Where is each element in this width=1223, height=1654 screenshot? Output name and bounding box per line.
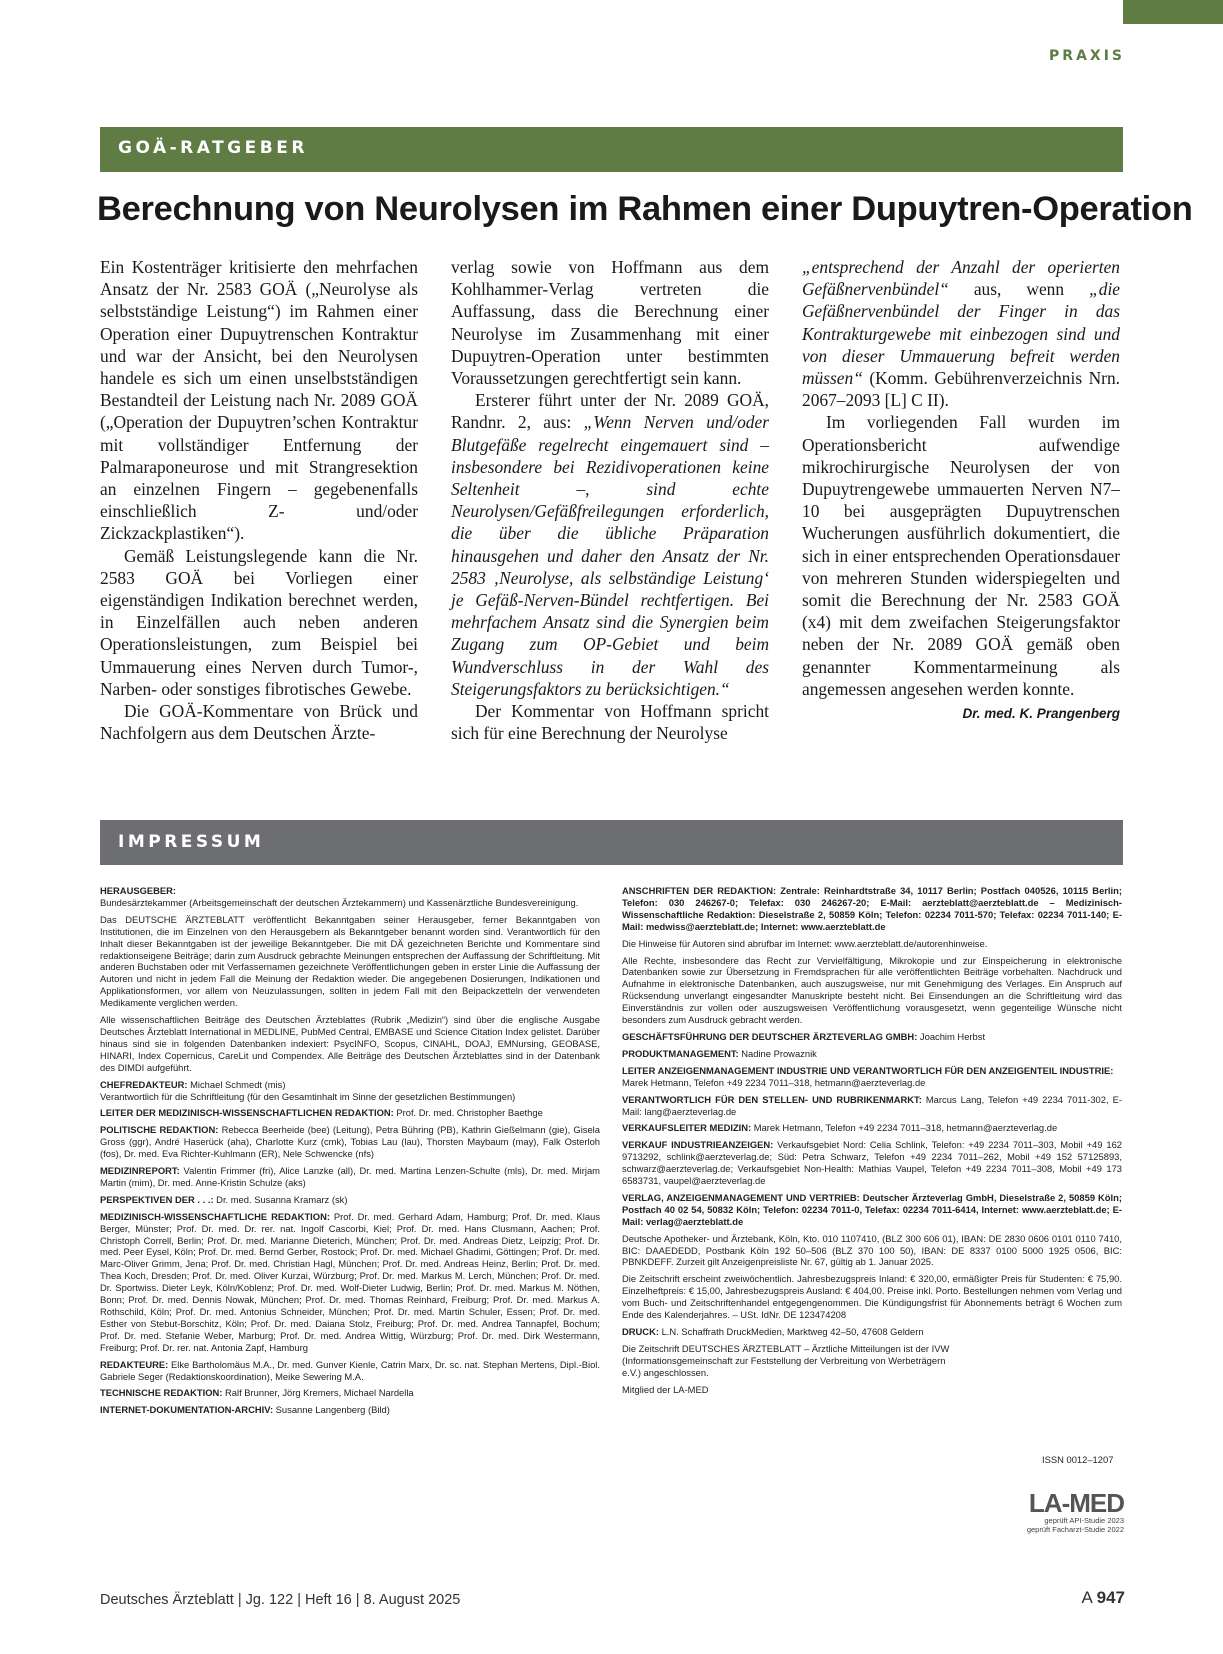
label: GESCHÄFTSFÜHRUNG DER DEUTSCHER ÄRZTEVERLAG GMBH: [622, 1030, 918, 1042]
label: VERKAUF INDUSTRIEANZEIGEN: [622, 1139, 774, 1151]
impressum-druck [622, 1326, 1122, 1338]
quote: „Wenn Nerven und/oder Blutgefäße regelrecht eingemauert sind – insbesondere bei Rezidivoperationen keine Seltenheit –, sind echte Neurolysen/Gefäßfreilegungen erforderlich, die über die übliche Präparation hinausgehen und daher den Ansatz der Nr. 2583 ‚Neurolyse, als selbständige Leistung‘ je Gefäß-Nerven-Bündel rechtfertigen. Bei mehrfachem Ansatz sind die Synergien beim Zugang zum OP-Gebiet und beim Wundverschluss in der Wahl des Steigerungsfaktors zu berücksichtigen.“ [451, 412, 769, 699]
value: Rebecca Beerheide (bee) (Leitung), Petra Bühring (PB), Kathrin Gießelmann (gie), Gisela Gross (ggr), André Haserück (aha), Charlotte Kurz (cmk), Tobias Lau (lau), Thorsten Maybaum (may), Falk Osterloh (fos), Dr. med. Eva Richter-Kuhlmann (ER), Nele Schwencke (nfs) [100, 1124, 600, 1160]
lamed-logo: LA-MED [1028, 1488, 1124, 1518]
paragraph: Die GOÄ-Kommentare von Brück und Nachfolgern aus dem Deutschen Ärzte- [100, 701, 418, 744]
paragraph: Ein Kostenträger kritisierte den mehrfachen Ansatz der Nr. 2583 GOÄ („Neurolyse als selbstständige Leistung“) im Rahmen einer Operation einer Dupuytrenschen Kontraktur und war der Ansicht, bei den Neurolysen handele es sich um einen unselbstständigen Bestandteil der Leistung nach Nr. 2089 GOÄ („Operation der Dupuytren’schen Kontraktur mit vollständiger Entfernung der Palmaraponeurose und mit Strangresektion an einzelnen Fingern – gegebenenfalls einschließlich Z- und/oder Zickzackplastiken“). [100, 257, 418, 544]
category-label: GOÄ-RATGEBER [118, 138, 308, 158]
lamed-line: geprüft Facharzt-Studie 2022 [1026, 1525, 1124, 1534]
impressum-hinweise: Die Hinweise für Autoren sind abrufbar im Internet: www.aerzteblatt.de/autorenhinweise. [622, 937, 988, 949]
paragraph-lead: Ersterer führt unter der Nr. 2089 GOÄ, Randnr. 2, aus: [451, 390, 769, 433]
impressum-medwiss-redaktion [100, 1211, 600, 1354]
impressum-preis: Die Zeitschrift erscheint zweiwöchentlich. Jahresbezugspreis Inland: € 320,00, ermäßigter Preis für Studenten: € 75,90. Einzelheftpreis: € 15,00, Jahresbezugspreis Ausland: € 404,00. Preise inkl. Porto. Bestellungen nehmen vom Verlag und vom Buch- und Zeitschriftenhandel entgegengenommen. Die Kündigungsfrist für Abonnements beträgt 6 Wochen zum Ende des Kalenderjahres. – USt. IdNr. DE 123474208 [622, 1273, 1122, 1321]
impressum-anschriften: ANSCHRIFTEN DER REDAKTION: Zentrale: Reinhardtstraße 34, 10117 Berlin; Postfach 040526, 10115 Berlin; Telefon: 030 246267-0; Telefax: 030 246267-20; E-Mail: aerzteblatt@aerzteblatt.de – Medizinisch-Wissenschaftliche Redaktion: Dieselstraße 2, 50859 Köln; Telefon: 02234 7011-570; Telefax: 02234 7011-140; E-Mail: medwiss@aerzteblatt.de; Internet: www.aerzteblatt.de [622, 885, 1122, 932]
article-column-2 [451, 256, 769, 744]
quote: „entsprechend der Anzahl der operierten Gefäßnervenbündel“ [802, 257, 1120, 300]
page-number-value: 947 [1096, 1588, 1125, 1607]
impressum-perspektiven [100, 1194, 600, 1206]
footer-citation: Deutsches Ärzteblatt | Jg. 122 | Heft 16 | 8. August 2025 [100, 1592, 461, 1608]
impressum-left-column [100, 885, 600, 1421]
label: MEDIZINISCH-WISSENSCHAFTLICHE REDAKTION: [100, 1210, 330, 1222]
section-label: PRAXIS [1049, 48, 1125, 64]
label: PRODUKTMANAGEMENT: [622, 1047, 739, 1059]
label: REDAKTEURE: [100, 1358, 169, 1370]
paragraph: Der Kommentar von Hoffmann spricht sich für eine Berechnung der Neurolyse [451, 701, 769, 744]
value: Susanne Langenberg (Bild) [273, 1404, 390, 1416]
value: Bundesärztekammer (Arbeitsgemeinschaft der deutschen Ärztekammern) und Kassenärztliche Bundesvereinigung. [100, 896, 579, 908]
label: POLITISCHE REDAKTION: [100, 1124, 219, 1136]
quote: „die Gefäßnervenbündel der Finger in das Kontrakturgewebe mit einbezogen sind und von dieser Ummauerung befreit werden müssen“ [802, 279, 1120, 389]
impressum-ivw: Die Zeitschrift DEUTSCHES ÄRZTEBLATT – Ärztliche Mitteilungen ist der IVW (Informationsgemeinschaft zur Feststellung der Verbreitung von Werbeträgern e.V.) angeschlossen. [622, 1342, 950, 1378]
impressum-banner [100, 820, 1123, 865]
impressum-herausgeber [100, 885, 600, 909]
value: Dr. med. Susanna Kramarz (sk) [213, 1193, 348, 1205]
value: Ralf Brunner, Jörg Kremers, Michael Nardella [222, 1387, 414, 1399]
value: Prof. Dr. med. Christopher Baethge [393, 1107, 543, 1119]
lamed-line: geprüft API-Studie 2023 [1044, 1516, 1124, 1525]
label: LEITER DER MEDIZINISCH-WISSENSCHAFTLICHEN REDAKTION: [100, 1107, 394, 1119]
issn: ISSN 0012–1207 [1042, 1454, 1114, 1465]
value: Verkaufsgebiet Nord: Celia Schlink, Telefon: +49 2234 7011–303, Mobil +49 162 9713292, schlink@aerzteverlag.de; Süd: Petra Schwarz, Telefon +49 2234 7011–262, Mobil +49 152 57125893, schwarz@aerzteverlag.de; Verkaufsgebiet Non-Health: Mathias Vaupel, Telefon +49 2234 7011–308, Mobil +49 173 6583731, vaupel@aerzteverlag.de [622, 1139, 1122, 1187]
impressum-stellenmarkt [622, 1094, 1122, 1118]
value: Marek Hetmann, Telefon +49 2234 7011–318, hetmann@aerzteverlag.de [751, 1122, 1058, 1134]
label: VERKAUFSLEITER MEDIZIN: [622, 1122, 752, 1134]
impressum-title: IMPRESSUM [118, 832, 265, 852]
label: VERANTWORTLICH FÜR DEN STELLEN- UND RUBRIKENMARKT: [622, 1093, 922, 1105]
value: Nadine Prowaznik [738, 1047, 817, 1059]
corner-color-tab [1123, 0, 1223, 24]
article-title: Berechnung von Neurolysen im Rahmen einer Dupuytren-Operation [97, 190, 1193, 228]
paragraph [802, 256, 1120, 411]
category-banner [100, 127, 1123, 172]
value: Marcus Lang, Telefon +49 2234 7011-302, E-Mail: lang@aerzteverlag.de [622, 1093, 1122, 1117]
impressum-geschaeftsfuehrung [622, 1031, 1122, 1043]
text-span: aus, wenn [948, 279, 1090, 300]
impressum-verlag: VERLAG, ANZEIGENMANAGEMENT UND VERTRIEB: Deutscher Ärzteverlag GmbH, Dieselstraße 2, 50859 Köln; Postfach 40 02 54, 50832 Köln; Telefon: 02234 7011-0, Telefax: 02234 7011-6414, Internet: www.aerzteblatt.de; E-Mail: verlag@aerzteblatt.de [622, 1191, 1122, 1227]
impressum-lamed-member: Mitglied der LA-MED [622, 1383, 709, 1395]
impressum-politische-redaktion [100, 1124, 600, 1160]
value: L.N. Schaffrath DruckMedien, Marktweg 42–50, 47608 Geldern [658, 1326, 924, 1337]
value: Valentin Frimmer (fri), Alice Lanzke (all), Dr. med. Martina Lenzen-Schulte (mls), Dr. med. Mirjam Martin (mim), Dr. med. Anne-Kristin Schulze (aks) [100, 1165, 600, 1188]
label: MEDIZINREPORT: [100, 1165, 180, 1177]
paragraph: verlag sowie von Hoffmann aus dem Kohlhammer-Verlag vertreten die Auffassung, dass die Berechnung einer Neurolyse im Zusammenhang mit einer Dupuytren-Operation unter bestimmten Voraussetzungen gerechtfertigt sein kann. [451, 257, 769, 389]
impressum-bank: Deutsche Apotheker- und Ärztebank, Köln, Kto. 010 1107410, (BLZ 300 606 01), IBAN: DE 2830 0606 0101 0110 7410, BIC: DAAEDEDD, Postbank Köln 192 50–506 (BLZ 370 100 50), IBAN: DE 8337 0100 5000 1925 0506, BIC: PBNKDEFF. Zurzeit gilt Anzeigenpreisliste Nr. 67, gültig ab 1. Januar 2025. [622, 1232, 1122, 1268]
value: Prof. Dr. med. Gerhard Adam, Hamburg; Prof. Dr. med. Klaus Berger, Münster; Prof. Dr. med. Dr. rer. nat. Ingolf Cascorbi, Kiel; Prof. Dr. med. Hans Clusmann, Aachen; Prof. Christoph Correll, Berlin; Prof. Dr. med. Marianne Dieterich, München; Prof. Dr. med. Andreas Dietz, Leipzig; Prof. Dr. med. Peer Eysel, Köln; Prof. Dr. med. Bernd Gerber, Rostock; Prof. Dr. med. Michael Ghadimi, Göttingen; Prof. Dr. med. Marc-Oliver Grimm, Jena; Prof. Dr. med. Christian Hagl, München; Prof. Dr. med. Andreas Heinz, Berlin; Prof. Dr. med. Thea Koch, Dresden; Prof. Dr. med. Oliver Kurzai, Würzburg; Prof. Dr. med. Markus M. Lerch, München; Prof. Dr. med. Dr. Sportwiss. Dieter Leyk, Köln/Koblenz; Prof. Dr. med. Wolf-Dieter Ludwig, Berlin; Prof. Dr. med. Markus M. Nöthen, Bonn; Prof. Dr. med. Dennis Nowak, München; Prof. Dr. med. Thomas Reinhard, Freiburg; Prof. Dr. med. Markus A. Rothschild, Köln; Prof. Dr. med. Antonius Schneider, München; Prof. Dr. med. Martin Schuler, Essen; Prof. Dr. med. Esther von Stebut-Borschitz, Köln; Prof. Dr. med. Daiana Stolz, Freiburg; Prof. Dr. med. Andrea Tannapfel, Bochum; Prof. Dr. med. Stefanie Weber, Marburg; Prof. Dr. med. Andrea Wittig, Würzburg; Prof. Dr. med. Dirk Westermann, Freiburg; Prof. Dr. rer. nat. Antonia Zapf, Hamburg [100, 1210, 601, 1353]
impressum-redakteure [100, 1359, 600, 1383]
impressum-para: Alle wissenschaftlichen Beiträge des Deutschen Ärzteblattes (Rubrik „Medizin“) sind über die englische Ausgabe Deutsches Ärzteblatt International in MEDLINE, PubMed Central, EMBASE und Science Citation Index gelistet. Darüber hinaus sind sie in folgenden Datenbanken indexiert: PsycINFO, Scopus, CINAHL, DOAJ, EMNursing, GEOBASE, HINARI, Index Copernicus, CareLit und Compendex. Alle Beiträge des Deutschen Ärzteblattes sind in der Datenbank des DIMDI aufgeführt. [100, 1014, 600, 1073]
lamed-badge [1006, 1490, 1124, 1534]
text-span: (Komm. Gebührenverzeichnis Nrn. 2067–2093 [L] C II). [802, 368, 1120, 411]
impressum-verkauf-industrie [622, 1139, 1122, 1187]
impressum-para: Das DEUTSCHE ÄRZTEBLATT veröffentlicht Bekanntgaben seiner Herausgeber, ferner Bekanntgaben von Institutionen, die im Einzelnen von den Herausgebern als Bekanntgeber benannt worden sind. Verantwortlich für den Inhalt dieser Bekanntgaben ist der jeweilige Bekanntgeber. Die mit DÄ gezeichneten Berichte und Kommentare sind redaktionseigene Beiträge; darin zum Ausdruck gebrachte Meinungen entsprechen der Auffassung der Schriftleitung. Mit anderen Buchstaben oder mit Verfassernamen gezeichnete Veröffentlichungen geben in erster Linie die Auffassung der Autoren und nicht in jedem Fall die Meinung der Redaktion wieder. Die angegebenen Dosierungen, Indikationen und Applikationsformen, vor allem von Neuzulassungen, sollten in jedem Fall mit den Beipackzetteln der verwendeten Medikamente verglichen werden. [100, 913, 600, 1009]
label: INTERNET-DOKUMENTATION-ARCHIV: [100, 1404, 274, 1416]
impressum-rechte: Alle Rechte, insbesondere das Recht zur Vervielfältigung, Mikrokopie und zur Einspeicherung in elektronische Datenbanken sowie zur Übersetzung in Fremdsprachen für alle veröffentlichten Beiträge vorbehalten. Nachdruck und Aufnahme in elektronische Datenbanken, auch auszugsweise, nur mit Genehmigung des Verlages. Ein Anspruch auf Rücksendung unverlangt eingesandter Manuskripte besteht nicht. Bei Einsendungen an die Schriftleitung wird das Einverständnis zur vollen oder auszugsweisen Veröffentlichung vorausgesetzt, wenn gegenteilige Wünsche nicht besonders zum Ausdruck gebracht werden. [622, 954, 1122, 1026]
impressum-leiter [100, 1107, 600, 1119]
label: HERAUSGEBER: [100, 885, 177, 896]
impressum-right-column [622, 885, 1122, 1401]
value: Elke Bartholomäus M.A., Dr. med. Gunver Kienle, Catrin Marx, Dr. sc. nat. Stephan Mertens, Dipl.-Biol. Gabriele Seger (Redaktionskoordination), Meike Sewering M.A. [100, 1358, 600, 1382]
value: Michael Schmedt (mis) [187, 1078, 286, 1090]
label: PERSPEKTIVEN DER . . .: [100, 1193, 214, 1205]
paragraph: Gemäß Leistungslegende kann die Nr. 2583 GOÄ bei Vorliegen einer eigenständigen Indikation berechnet werden, in Einzelfällen auch neben anderen Operationsleistungen, zum Beispiel bei Ummauerung eines Nerven durch Tumor-, Narben- oder sonstiges fibrotisches Gewebe. [100, 545, 418, 699]
impressum-anzeigenleiter [622, 1065, 1122, 1089]
impressum-technische-redaktion [100, 1387, 600, 1399]
page-number [1081, 1588, 1125, 1608]
paragraph [451, 389, 769, 700]
page-prefix: A [1081, 1588, 1092, 1607]
author-signature: Dr. med. K. Prangenberg [962, 706, 1120, 722]
impressum-verkaufsleiter [622, 1122, 1122, 1134]
impressum-archiv [100, 1404, 600, 1416]
value: Joachim Herbst [917, 1030, 986, 1042]
label: LEITER ANZEIGENMANAGEMENT INDUSTRIE UND VERANTWORTLICH FÜR DEN ANZEIGENTEIL INDUSTRIE: [622, 1064, 1114, 1076]
label: DRUCK: [622, 1326, 659, 1337]
article-column-3 [802, 256, 1120, 725]
label: TECHNISCHE REDAKTION: [100, 1387, 223, 1399]
value: Marek Hetmann, Telefon +49 2234 7011–318, hetmann@aerzteverlag.de [622, 1076, 926, 1088]
article-column-1 [100, 256, 418, 744]
impressum-produktmanagement [622, 1048, 1122, 1060]
label: CHEFREDAKTEUR: [100, 1078, 188, 1090]
impressum-medizinreport [100, 1165, 600, 1189]
value: Verantwortlich für die Schriftleitung (für den Gesamtinhalt im Sinne der gesetzlichen Bestimmungen) [100, 1090, 516, 1102]
paragraph: Im vorliegenden Fall wurden im Operationsbericht aufwendige mikrochirurgische Neurolysen der von Dupuytrengewebe ummauerten Nerven N7–10 bei ausgeprägten Dupuytrenschen Wucherungen ausführlich dokumentiert, die sich in einer entsprechenden Operationsdauer von mehreren Stunden widerspiegelten und somit die Berechnung der Nr. 2583 GOÄ (x4) mit dem zweifachen Steigerungsfaktor neben der Nr. 2089 GOÄ gemäß oben genannter Kommentarmeinung als angemessen angesehen werden konnte. [802, 412, 1120, 699]
impressum-chefredakteur [100, 1079, 600, 1103]
